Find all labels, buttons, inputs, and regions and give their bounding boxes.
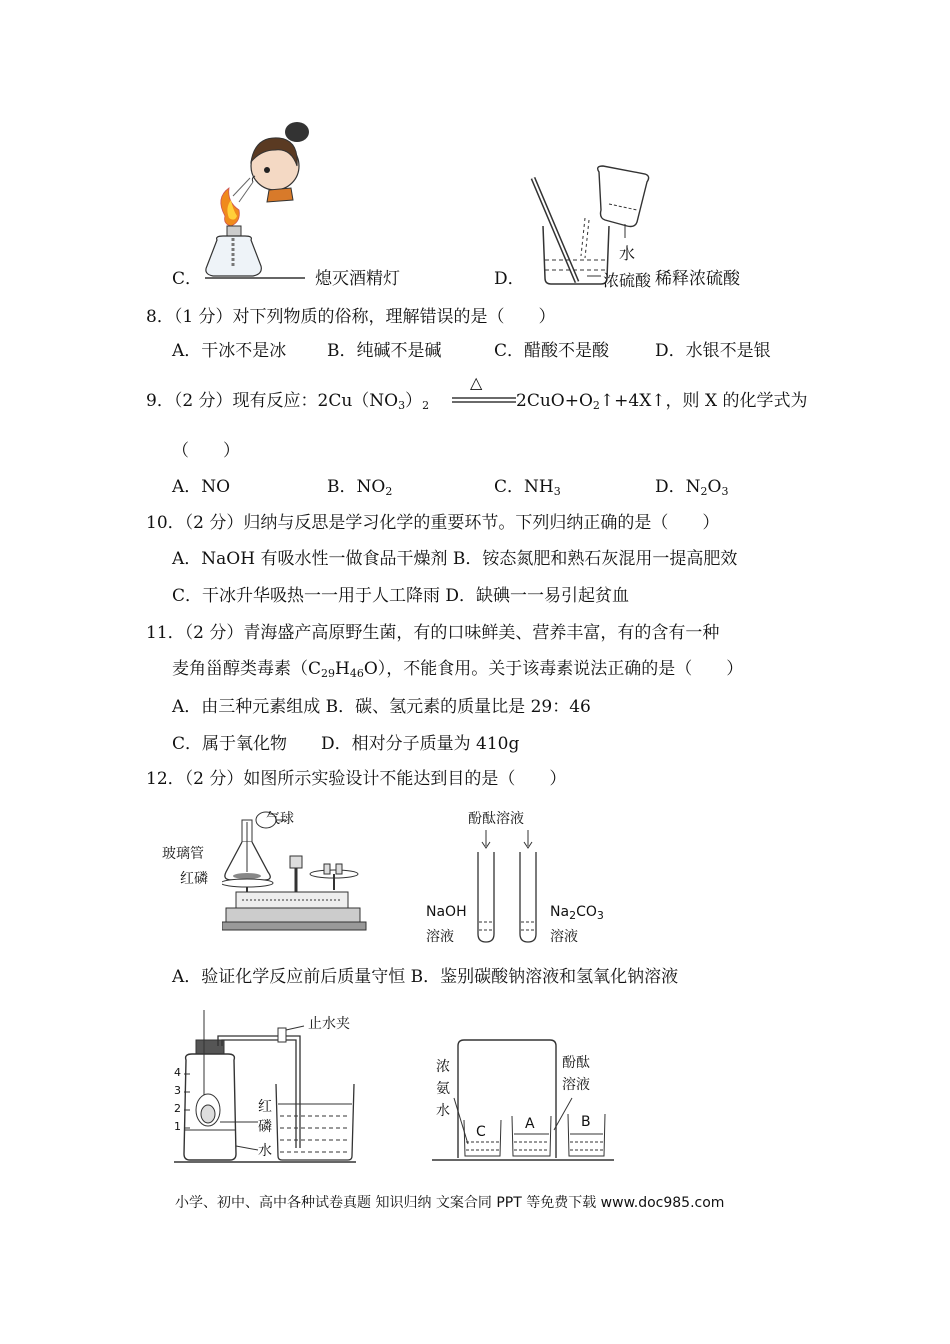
label-red: 红 [258,1099,272,1115]
q8-option-b: B．纯碱不是碱 [327,341,442,361]
bottle-mark-1: 1 [174,1120,181,1133]
bottle-mark-2: 2 [174,1102,181,1115]
label-naoh-solution: 溶液 [426,929,454,945]
equation-equals-sign [452,396,516,404]
q9-option-a: A．NO [172,477,231,497]
q11-line2: 麦角甾醇类毒素$(C_{29}H_{46}O)$，不能食用。关于该毒素说法正确的是（ ） [172,659,744,680]
label-balloon: 气球 [266,811,294,827]
label-solution-fig4: 溶液 [562,1077,590,1093]
q9-option-d: D．$N_2O_3$ [655,477,729,498]
q9-paren: （ ） [172,441,240,461]
q8-option-a: A．干冰不是冰 [172,341,287,361]
label-water: 水 [619,244,636,263]
label-phos: 磷 [258,1119,272,1135]
q11-line1: 11．（2 分）青海盛产高原野生菌，有的口味鲜美、营养丰富，有的含有一种 [146,623,720,643]
q11-options-ab: A．由三种元素组成 B．碳、氢元素的质量比是 29：46 [172,697,591,717]
label-red-phosphorus: 红磷 [180,871,208,887]
label-ammonia: 氨 [436,1081,450,1097]
q9-products: $2CuO+O_2↑+4X↑$，则 X 的化学式为 [516,391,808,412]
label-phenolphthalein: 酚酞溶液 [468,811,524,827]
q7-option-c-letter: C． [172,269,203,289]
q10-options-cd: C．干冰升华吸热一一用于人工降雨 D．缺碘一一易引起贫血 [172,586,630,606]
q8-stem: 8．（1 分）对下列物质的俗称，理解错误的是（ ） [146,307,556,327]
label-water-fig3: 水 [258,1143,272,1159]
beaker-c-label: C [476,1124,486,1140]
label-conc: 浓 [436,1059,450,1075]
bottle-mark-4: 4 [174,1066,181,1079]
q11-options-cd: C．属于氧化物 D．相对分子质量为 410g [172,734,520,754]
q7-option-c-text: 熄灭酒精灯 [315,269,400,289]
label-water-fig4: 水 [436,1103,450,1119]
q8-option-d: D．水银不是银 [655,341,771,361]
label-phenol-fig4: 酚酞 [562,1055,590,1071]
label-conc-sulfuric-acid: 浓硫酸 [603,271,652,290]
balance-flask-figure [222,808,372,950]
bottle-mark-3: 3 [174,1084,181,1097]
q12-stem: 12．（2 分）如图所示实验设计不能达到目的是（ ） [146,769,567,789]
alcohol-lamp-figure [205,118,310,288]
label-na2co3-solution: 溶液 [550,929,578,945]
beaker-b-label: B [581,1114,591,1130]
label-naoh: NaOH [426,904,467,920]
q9-option-b: B．$NO_2$ [327,477,393,498]
q12-options-ab: A．验证化学反应前后质量守恒 B．鉴别碳酸钠溶液和氢氧化钠溶液 [172,967,679,987]
q8-option-c: C．醋酸不是酸 [494,341,610,361]
q9-option-c: C．$NH_3$ [494,477,561,498]
q10-options-ab: A．NaOH 有吸水性一做食品干燥剂 B．铵态氮肥和熟石灰混用一提高肥效 [172,549,738,569]
test-tubes-figure [472,828,544,948]
heat-symbol: △ [470,373,483,392]
beaker-a-label: A [525,1116,535,1132]
q7-option-d-text: 稀释浓硫酸 [655,269,740,289]
q10-stem: 10．（2 分）归纳与反思是学习化学的重要环节。下列归纳正确的是（ ） [146,513,720,533]
label-water-clamp: 止水夹 [308,1016,350,1032]
q7-option-d-letter: D． [494,269,525,289]
label-glass-tube: 玻璃管 [162,846,204,862]
q9-stem: 9．（2 分）现有反应：$2Cu(NO_3)_2$ [146,391,430,412]
label-na2co3: $Na_2CO_3$ [550,904,604,922]
page-footer: 小学、初中、高中各种试卷真题 知识归纳 文案合同 PPT 等免费下载 www.doc985.com [175,1195,725,1211]
